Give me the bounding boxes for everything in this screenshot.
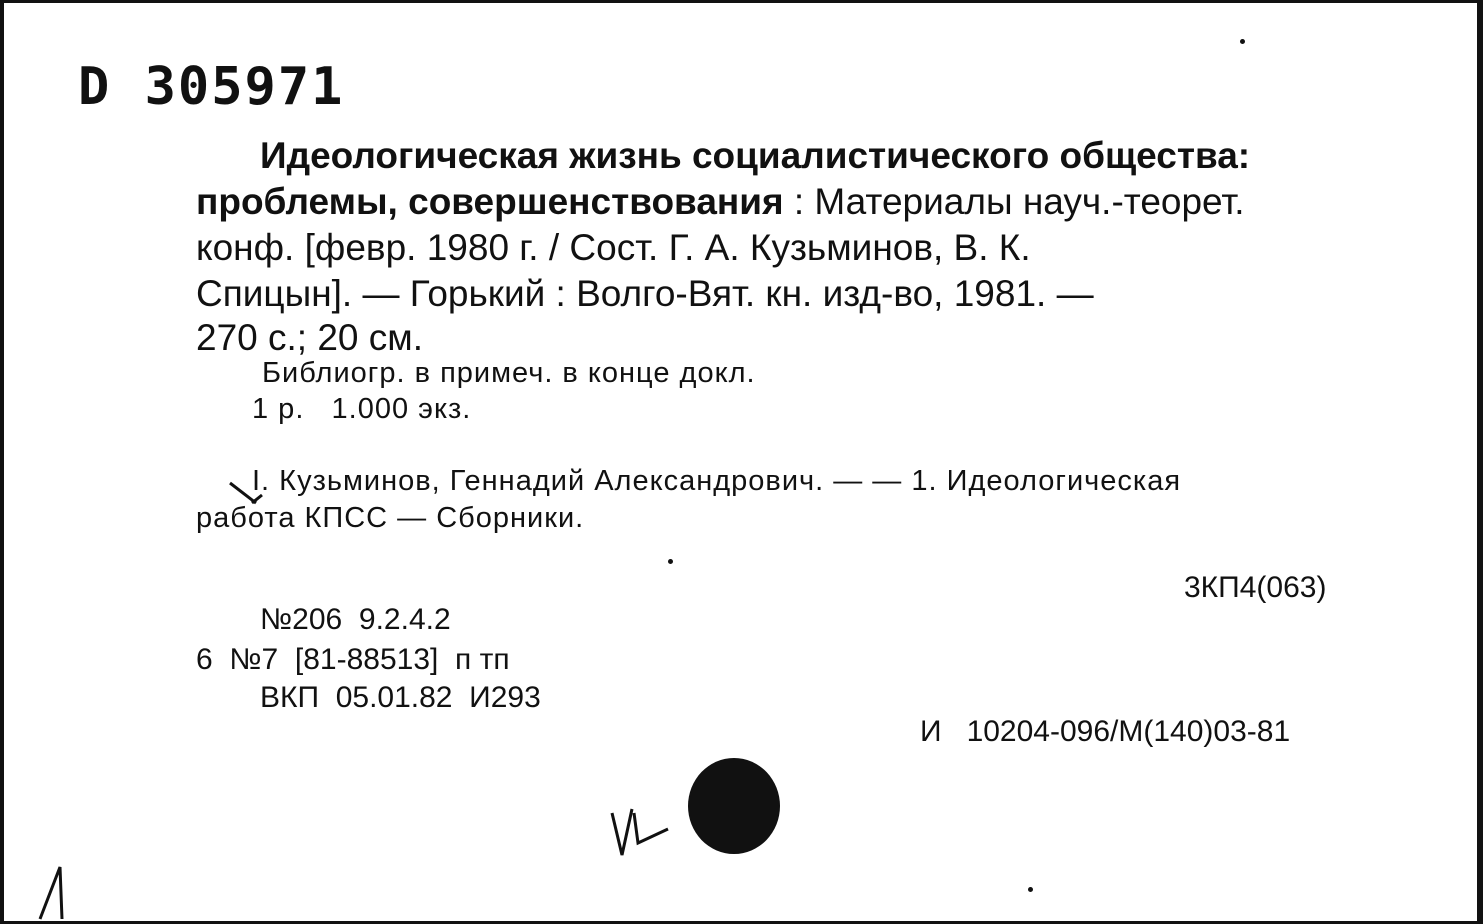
- classification-code: 3КП4(063): [1184, 571, 1327, 604]
- physical-description: 270 с.; 20 см.: [196, 317, 424, 358]
- speck: [668, 559, 673, 564]
- speck: [1240, 39, 1245, 44]
- title-line-2: [196, 179, 1245, 225]
- tracing-line-2: работа КПСС — Сборники.: [196, 502, 585, 534]
- price-print-run: 1 р. 1.000 экз.: [252, 393, 472, 425]
- vkp-line: ВКП 05.01.82 И293: [260, 681, 541, 714]
- publication-details-line-3: конф. [февр. 1980 г. / Сост. Г. А. Кузьминов, В. К.: [196, 227, 1031, 268]
- title-line-4: [196, 271, 1094, 317]
- subtitle-plain-part: : Материалы науч.-теорет.: [783, 181, 1245, 222]
- publication-details-line-4: Спицын]. — Горький : Волго-Вят. кн. изд-во, 1981. —: [196, 273, 1094, 314]
- tracing-line-1: I. Кузьминов, Геннадий Александрович. — — 1. Идеологическая: [252, 465, 1182, 497]
- corner-pencil-mark-icon: [34, 861, 74, 923]
- bibliography-note: Библиогр. в примеч. в конце докл.: [262, 357, 756, 389]
- title-line-1: [260, 133, 1250, 179]
- subtitle-bold-part: проблемы, совершенствования: [196, 181, 784, 222]
- index-code: И 10204-096/М(140)03-81: [920, 715, 1291, 748]
- title-line-3: [196, 225, 1031, 271]
- card-stamp-number: D 305971: [78, 57, 345, 117]
- order-line: 6 №7 [81-88513] п тп: [196, 643, 510, 676]
- handwritten-mark-icon: [606, 799, 686, 863]
- checkmark-annotation-icon: [226, 473, 266, 507]
- title-bold-part: Идеологическая жизнь социалистического общества:: [260, 135, 1251, 176]
- punch-hole: [688, 758, 780, 854]
- record-number: №206 9.2.4.2: [260, 603, 451, 636]
- speck: [1028, 887, 1033, 892]
